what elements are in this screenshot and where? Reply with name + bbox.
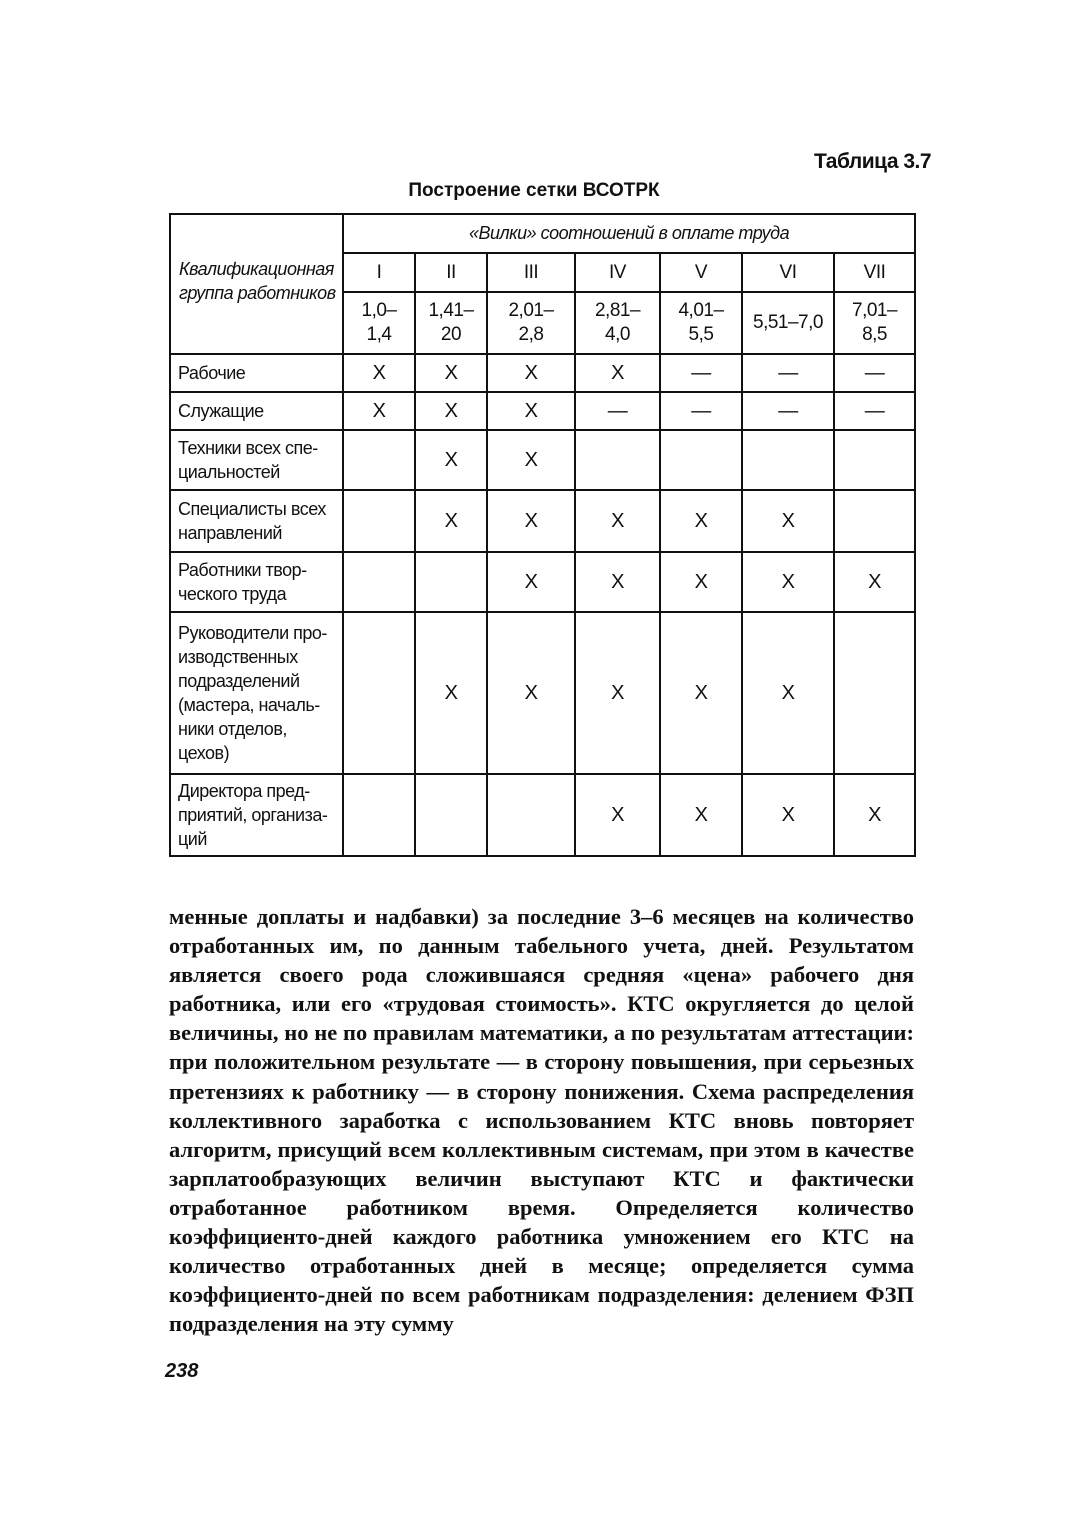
column-header: III (487, 253, 575, 292)
table-cell: X (487, 490, 575, 552)
table-cell: X (575, 354, 660, 392)
row-label: Руководители про- изводственных подразделений (мастера, началь- ники отделов, цехов) (170, 612, 343, 774)
table-cell: — (834, 392, 915, 430)
table-cell (415, 552, 487, 612)
table-cell: — (660, 354, 742, 392)
table-cell (343, 774, 415, 856)
row-label: Рабочие (170, 354, 343, 392)
table-cell: — (660, 392, 742, 430)
table-cell: X (343, 354, 415, 392)
table-cell: X (742, 490, 834, 552)
page-number: 238 (165, 1360, 199, 1382)
table-row (170, 490, 915, 552)
table-cell (742, 430, 834, 490)
table-row (170, 612, 915, 774)
column-header: I (343, 253, 415, 292)
table-cell (487, 774, 575, 856)
table-cell: — (575, 392, 660, 430)
table-cell: X (415, 392, 487, 430)
table-row (170, 392, 915, 430)
table-cell (575, 430, 660, 490)
column-header: IV (575, 253, 660, 292)
row-label: Работники твор- ческого труда (170, 552, 343, 612)
qualification-table (169, 213, 916, 857)
table-cell: X (660, 774, 742, 856)
table-cell: X (575, 612, 660, 774)
table-cell (343, 490, 415, 552)
table-cell: X (415, 354, 487, 392)
row-label: Директора пред- приятий, организа- ций (170, 774, 343, 856)
table-cell: X (742, 552, 834, 612)
table-cell: — (742, 354, 834, 392)
range-header: 7,01– 8,5 (834, 292, 915, 354)
table-cell: X (742, 774, 834, 856)
table-row (170, 552, 915, 612)
table-row (170, 354, 915, 392)
range-header: 1,41– 20 (415, 292, 487, 354)
table-cell: X (660, 612, 742, 774)
table-cell (834, 430, 915, 490)
range-header: 2,81– 4,0 (575, 292, 660, 354)
table-cell: — (834, 354, 915, 392)
table-cell (415, 774, 487, 856)
table-label: Таблица 3.7 (814, 150, 932, 173)
table-cell: X (487, 354, 575, 392)
table-cell: X (660, 552, 742, 612)
table-cell: X (660, 490, 742, 552)
table-cell: X (343, 392, 415, 430)
table-cell: X (575, 552, 660, 612)
row-label: Специалисты всех направлений (170, 490, 343, 552)
body-paragraph: менные доплаты и надбавки) за последние 3–6 месяцев на количество отработанных им, по данным табельного учета, дней. Результатом является своего рода сложившаяся средняя «цена» рабочего дня работника, или его «трудовая стоимость». КТС округляется до целой величины, но не по правилам математики, а по результатам аттестации: при положительном результате — в сторону повышения, при серьезных претензиях к работнику — в сторону понижения. Схема распределения коллективного заработка с использованием КТС вновь повторяет алгоритм, присущий всем коллективным системам, при этом в качестве зарплатообразующих величин выступают КТС и фактически отработанное работником время. Определяется количество коэффициенто-дней каждого работника умножением его КТС на количество отработанных дней в месяце; определяется сумма коэффициенто-дней по всем работникам подразделения: делением ФЗП подразделения на эту сумму (169, 904, 914, 1337)
table-cell: X (487, 392, 575, 430)
row-label: Техники всех спе- циальностей (170, 430, 343, 490)
range-header: 1,0– 1,4 (343, 292, 415, 354)
range-header: 5,51–7,0 (742, 292, 834, 354)
table-cell (834, 612, 915, 774)
table-cell: — (742, 392, 834, 430)
group-header: Квалификационная группа работников (170, 214, 343, 354)
table-cell: X (415, 612, 487, 774)
table-cell: X (834, 774, 915, 856)
range-header: 2,01– 2,8 (487, 292, 575, 354)
table-title-text: Построение сетки ВСОТРК (408, 180, 660, 201)
table-cell: X (415, 490, 487, 552)
table-cell: X (415, 430, 487, 490)
column-header: VI (742, 253, 834, 292)
table-row (170, 430, 915, 490)
table-cell (834, 490, 915, 552)
table-cell (660, 430, 742, 490)
row-label: Служащие (170, 392, 343, 430)
table-cell: X (487, 612, 575, 774)
table-row (170, 774, 915, 856)
table-cell: X (834, 552, 915, 612)
column-header: VII (834, 253, 915, 292)
table-cell (343, 552, 415, 612)
table-cell: X (742, 612, 834, 774)
column-header: II (415, 253, 487, 292)
table-cell (343, 430, 415, 490)
table-cell: X (575, 490, 660, 552)
table-cell: X (487, 430, 575, 490)
span-header: «Вилки» соотношений в оплате труда (343, 214, 915, 253)
table-cell: X (575, 774, 660, 856)
table-cell: X (487, 552, 575, 612)
range-header: 4,01– 5,5 (660, 292, 742, 354)
table-title (0, 180, 1078, 202)
column-header: V (660, 253, 742, 292)
table-cell (343, 612, 415, 774)
